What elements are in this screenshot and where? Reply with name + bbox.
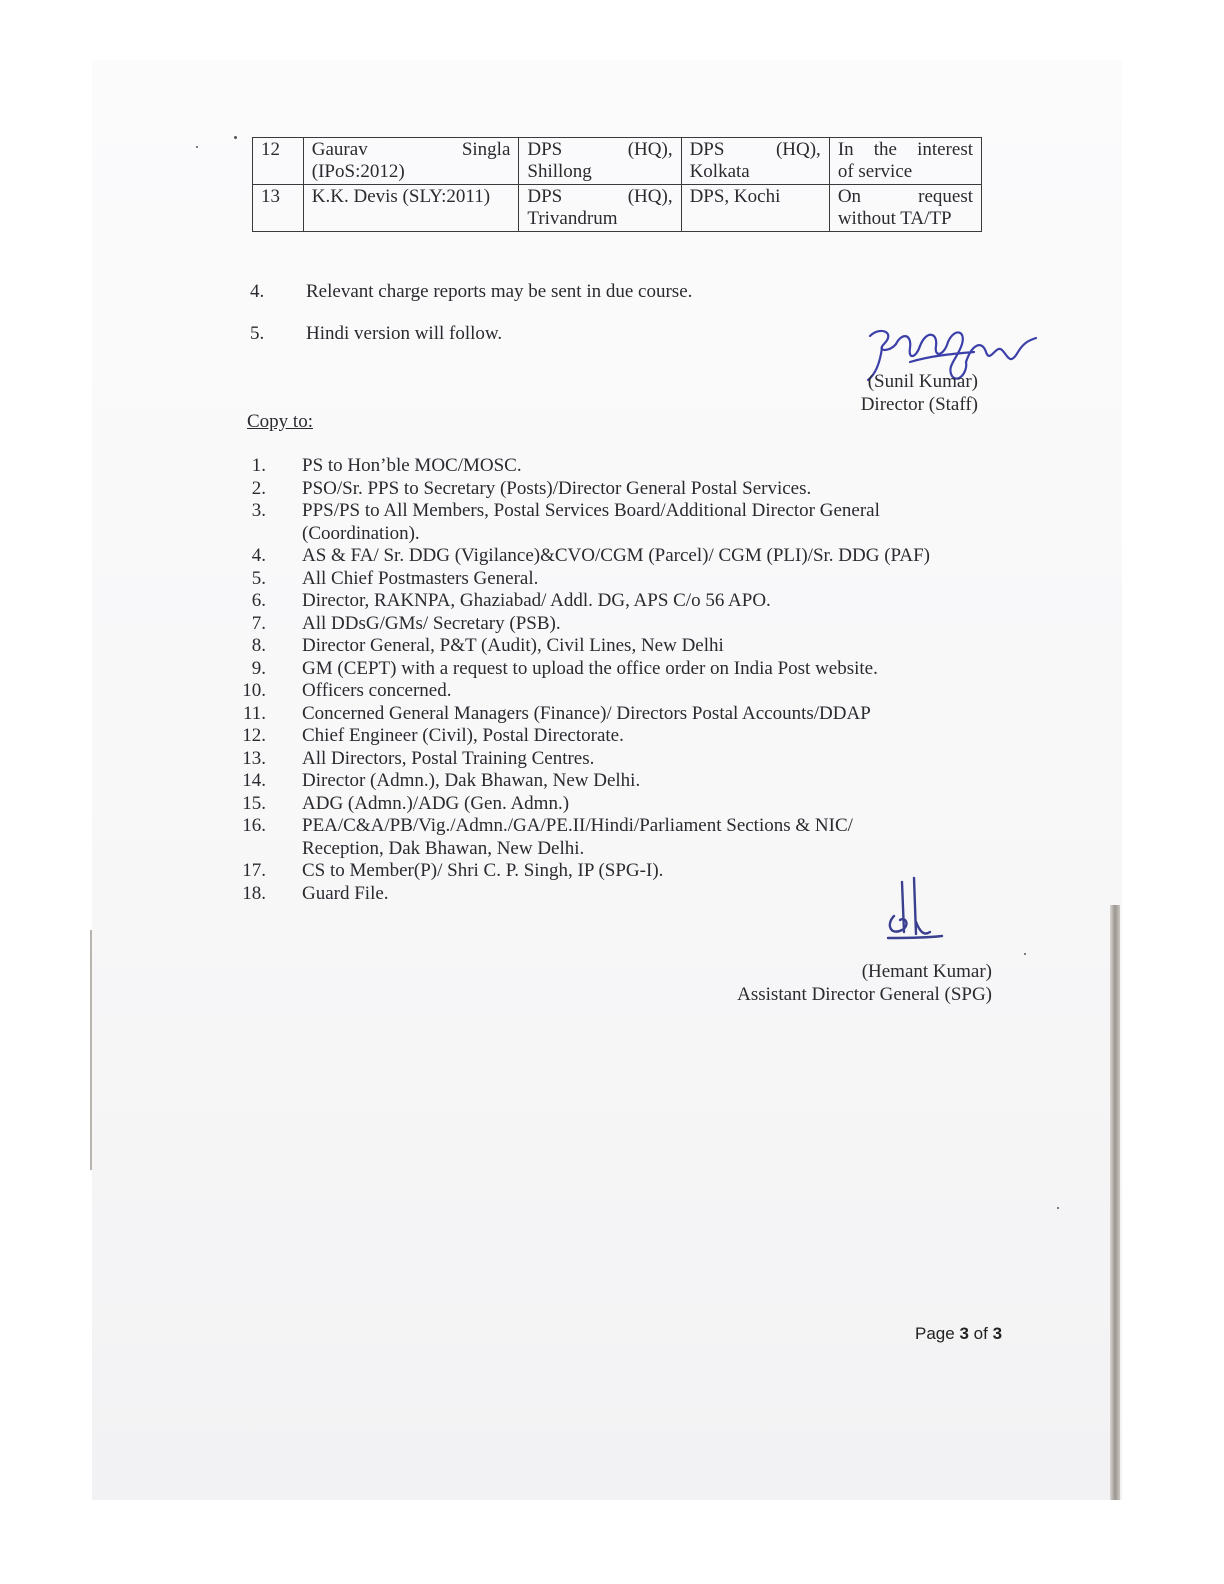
page-number [915,1324,1002,1344]
list-item-text: Director General, P&T (Audit), Civil Lines, New Delhi [302,635,724,656]
list-item-text: PEA/C&A/PB/Vig./Admn./GA/PE.II/Hindi/Parliament Sections & NIC/ Reception, Dak Bhawan, New Delhi. [302,815,853,859]
list-item-number: 6. [251,590,266,611]
cell-from [519,185,681,232]
cell-text: DPS [689,139,725,160]
list-item-number: 14. [242,770,266,791]
speck [196,146,198,148]
signatory-adg-spg [660,960,992,1006]
cell-text: (IPoS:2012) [311,161,405,182]
list-item [238,725,958,748]
list-item-number: 5. [251,567,266,589]
list-item-text: Director (Admn.), Dak Bhawan, New Delhi. [302,770,641,791]
list-item-text: Director, RAKNPA, Ghaziabad/ Addl. DG, APS C/o 56 APO. [302,590,771,611]
page-total: 3 [992,1324,1003,1343]
list-item-number: 9. [251,657,266,679]
cell-to [681,185,829,232]
list-item-number: 11. [242,702,266,724]
list-item-number: 4. [251,545,266,566]
list-item-text: Concerned General Managers (Finance)/ Directors Postal Accounts/DDAP [302,702,871,724]
list-item [238,545,958,568]
cell-text: (HQ), [627,139,673,160]
cell-to [681,138,829,185]
list-item-number: 18. [242,882,266,904]
list-item [238,455,958,478]
cell-officer-name [303,138,519,185]
list-item-number: 3. [251,500,266,521]
copy-to-heading: Copy to: [247,411,313,432]
postings-table [252,137,982,232]
speck [1024,953,1026,955]
list-item [238,478,958,501]
signatory-director-staff [790,370,978,416]
cell-text: Shillong [527,161,592,182]
cell-text: request [918,186,973,207]
list-item [238,635,958,658]
list-item-text: GM (CEPT) with a request to upload the office order on India Post website. [302,657,878,679]
signatory-name: (Hemant Kumar) [861,961,992,982]
list-item [238,658,958,681]
table-row [253,185,982,232]
paragraph-text: Hindi version will follow. [306,323,503,344]
cell-text: DPS [527,139,563,160]
cell-from [519,138,681,185]
list-item [238,613,958,636]
cell-text: In the interest [837,139,973,160]
list-item-text: All Chief Postmasters General. [302,567,539,589]
list-item-text: Officers concerned. [302,680,452,701]
cell-remark [829,138,981,185]
list-item-number: 10. [242,680,266,701]
list-item [238,770,958,793]
cell-text: Singla [461,139,511,160]
cell-text: DPS [527,186,563,207]
list-item-text: PSO/Sr. PPS to Secretary (Posts)/Director General Postal Services. [302,477,812,499]
list-item-text: CS to Member(P)/ Shri C. P. Singh, IP (SPG-I). [302,860,664,881]
cell-serial: 13 [253,185,304,232]
cell-text: DPS, Kochi [689,186,781,207]
cell-text: K.K. Devis (SLY:2011) [311,186,491,207]
cell-officer-name [303,185,519,232]
list-item-number: 2. [251,477,266,499]
cell-text: Kolkata [689,161,750,182]
list-item-number: 15. [242,792,266,814]
cell-text: On [837,186,862,207]
signature-adg-spg [880,876,950,946]
cell-remark [829,185,981,232]
paragraph-number: 5. [250,323,265,344]
paper-edge-shadow [1110,905,1120,1500]
page-label: Page [915,1324,955,1343]
list-item-text: ADG (Admn.)/ADG (Gen. Admn.) [302,792,570,814]
signatory-designation: Director (Staff) [860,394,978,415]
list-item [238,703,958,726]
list-item-number: 17. [242,860,266,881]
list-item [238,680,958,703]
cell-text: Trivandrum [527,208,618,229]
list-item [238,748,958,771]
cell-text: (HQ), [627,186,673,207]
list-item-text: AS & FA/ Sr. DDG (Vigilance)&CVO/CGM (Parcel)/ CGM (PLI)/Sr. DDG (PAF) [302,545,930,566]
list-item-text: All Directors, Postal Training Centres. [302,747,595,769]
paper-edge-shadow-left [90,930,92,1170]
list-item [238,590,958,613]
list-item-text: Chief Engineer (Civil), Postal Directorate. [302,725,624,746]
signatory-designation: Assistant Director General (SPG) [737,984,992,1005]
list-item-number: 1. [251,455,266,476]
list-item [238,568,958,591]
list-item-number: 12. [242,725,266,746]
list-item [238,500,958,545]
cell-text: without TA/TP [837,208,952,229]
speck [234,136,237,139]
paragraph-number: 4. [250,281,265,302]
list-item-number: 8. [251,635,266,656]
copy-to-list [238,455,958,905]
list-item [238,793,958,816]
list-item-text: PPS/PS to All Members, Postal Services Board/Additional Director General (Coordination). [302,500,880,544]
list-item-text: All DDsG/GMs/ Secretary (PSB). [302,612,561,634]
speck [1057,1207,1059,1209]
list-item [238,883,958,906]
page-current: 3 [959,1324,969,1343]
list-item-number: 16. [242,815,266,836]
list-item-text: PS to Hon’ble MOC/MOSC. [302,455,522,476]
list-item-number: 7. [251,612,266,634]
list-item [238,815,958,860]
cell-text: (HQ), [775,139,821,160]
list-item-text: Guard File. [302,882,389,904]
cell-serial: 12 [253,138,304,185]
paragraph-text: Relevant charge reports may be sent in due course. [306,281,693,302]
list-item-number: 13. [242,747,266,769]
cell-text: of service [837,161,913,182]
table-row [253,138,982,185]
page-of: of [973,1324,988,1343]
list-item [238,860,958,883]
signatory-name: (Sunil Kumar) [867,371,978,392]
cell-text: Gaurav [311,139,368,160]
